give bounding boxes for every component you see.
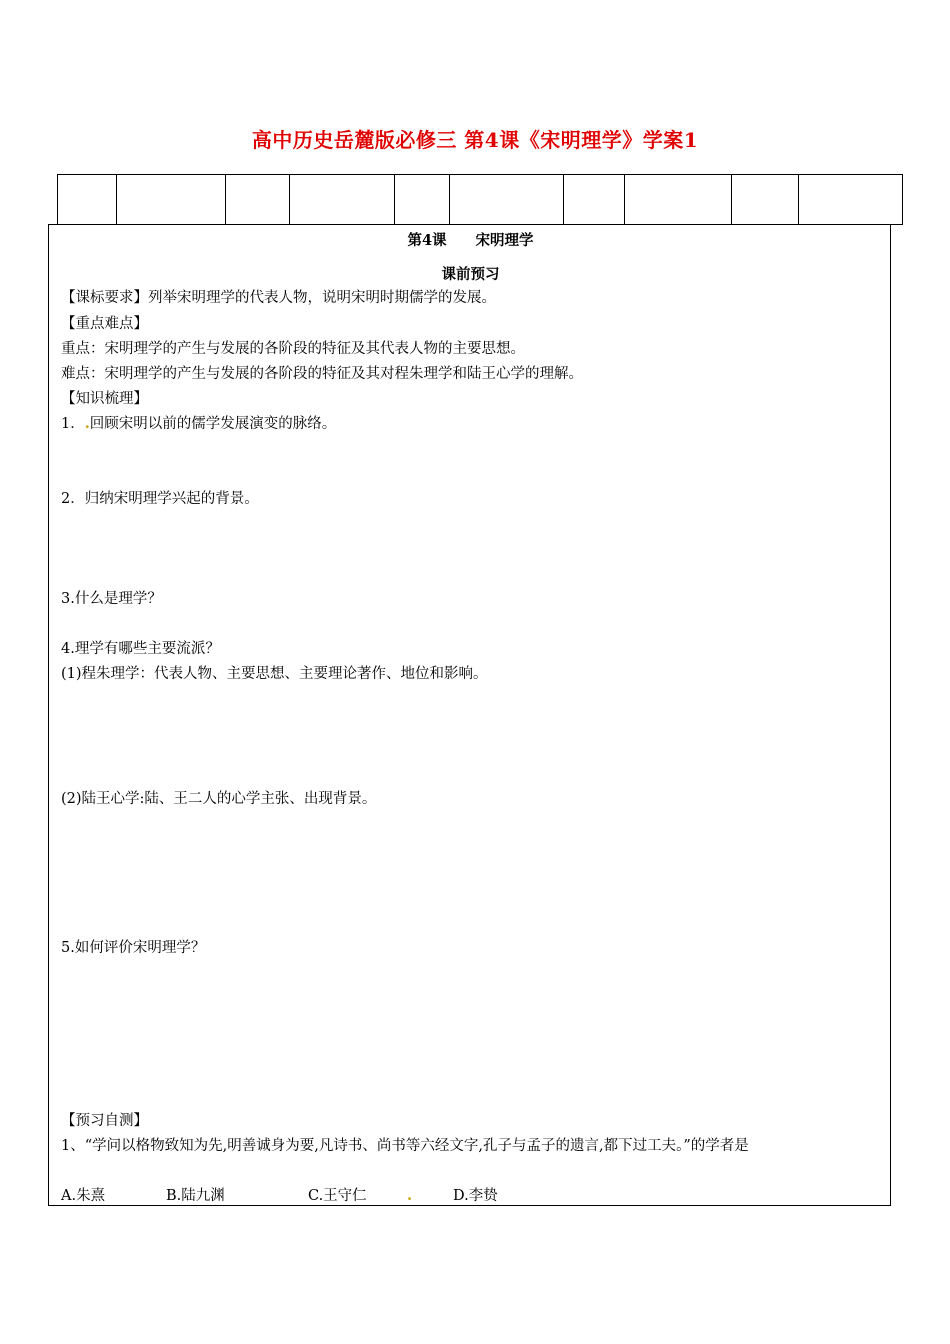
question-3: 3.什么是理学？	[61, 591, 162, 607]
knowledge-heading: 【知识梳理】	[61, 391, 148, 407]
mc-option-b: B.陆九渊	[166, 1188, 225, 1204]
question-4: 4.理学有哪些主要流派？	[61, 641, 220, 657]
dot-mark: .	[407, 1187, 413, 1204]
question-1-number: 1．	[61, 416, 85, 432]
mc-option-a: A.朱熹	[61, 1188, 106, 1204]
header-cell	[395, 175, 450, 225]
header-cell	[117, 175, 226, 225]
header-cell	[450, 175, 564, 225]
curriculum-requirement: 【课标要求】列举宋明理学的代表人物，说明宋明时期儒学的发展。	[61, 290, 496, 306]
key-point: 重点：宋明理学的产生与发展的各阶段的特征及其代表人物的主要思想。	[61, 341, 525, 357]
document-title: 高中历史岳麓版必修三 第4课《宋明理学》学案1	[251, 128, 699, 152]
mc-option-c: C.王守仁	[308, 1188, 367, 1204]
header-cell	[625, 175, 732, 225]
header-cell	[226, 175, 290, 225]
header-cell	[58, 175, 117, 225]
header-cell	[290, 175, 395, 225]
header-form-table	[57, 174, 903, 225]
difficult-point: 难点：宋明理学的产生与发展的各阶段的特征及其对程朱理学和陆王心学的理解。	[61, 366, 583, 382]
header-cell	[732, 175, 799, 225]
header-form-row	[58, 175, 903, 225]
question-5: 5.如何评价宋明理学？	[61, 940, 206, 956]
self-test-heading: 【预习自测】	[61, 1113, 148, 1129]
section-heading: 课前预习	[441, 266, 500, 283]
header-cell	[564, 175, 625, 225]
key-difficult-heading: 【重点难点】	[61, 316, 148, 332]
mc-option-d: D.李贽	[453, 1188, 498, 1204]
question-1-text: 回顾宋明以前的儒学发展演变的脉络。	[89, 416, 337, 432]
dot-mark: .	[84, 415, 90, 432]
question-4-1: (1)程朱理学：代表人物、主要思想、主要理论著作、地位和影响。	[61, 666, 488, 682]
question-4-2: (2)陆王心学:陆、王二人的心学主张、出现背景。	[61, 791, 377, 807]
question-2: 2．归纳宋明理学兴起的背景。	[61, 491, 259, 507]
lesson-heading: 第4课 宋明理学	[407, 232, 534, 249]
header-cell	[799, 175, 903, 225]
worksheet-content	[48, 224, 891, 1206]
question-1	[61, 414, 336, 434]
mc-question-1: 1、“学问以格物致知为先,明善诚身为要,凡诗书、尚书等六经文字,孔子与孟子的遗言,都下过工夫。”的学者是	[61, 1138, 749, 1154]
